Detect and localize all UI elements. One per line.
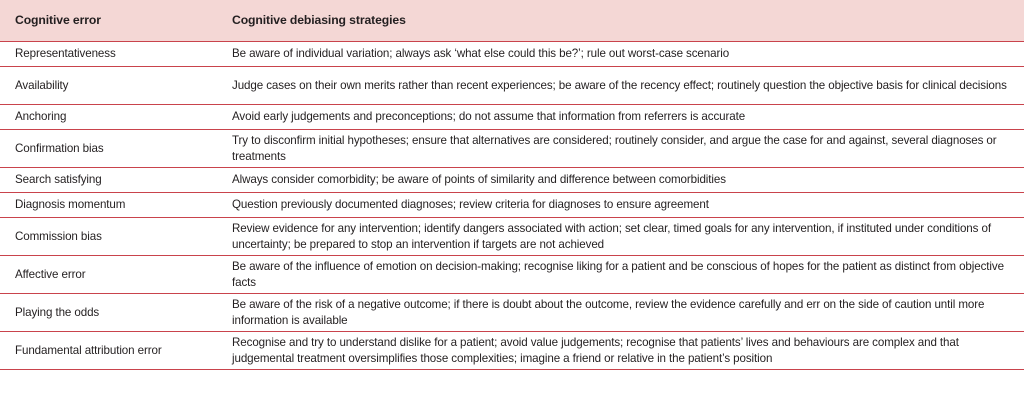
strategy-cell: Try to disconfirm initial hypotheses; ensure that alternatives are considered; routinely consider, and argue the case for and against, several diagnoses or treatments: [226, 130, 1024, 168]
header-cognitive-error: Cognitive error: [0, 0, 226, 42]
strategy-cell: Review evidence for any intervention; identify dangers associated with action; set clear, timed goals for any intervention, if instituted under conditions of uncertainty; be prepared to stop an intervention if targets are not achieved: [226, 218, 1024, 256]
table-row: [0, 256, 1024, 294]
table-row: [0, 193, 1024, 218]
strategy-cell: Be aware of the risk of a negative outcome; if there is doubt about the outcome, review the evidence carefully and err on the side of caution until more information is available: [226, 294, 1024, 332]
strategy-cell: Always consider comorbidity; be aware of points of similarity and difference between comorbidities: [226, 168, 1024, 193]
strategy-cell: Be aware of the influence of emotion on decision-making; recognise liking for a patient and be conscious of hopes for the patient as distinct from objective facts: [226, 256, 1024, 294]
error-cell: Fundamental attribution error: [0, 332, 226, 370]
table-row: [0, 332, 1024, 370]
error-cell: Confirmation bias: [0, 130, 226, 168]
table-row: [0, 67, 1024, 105]
strategy-cell: Be aware of individual variation; always ask ‘what else could this be?’; rule out worst-case scenario: [226, 42, 1024, 67]
error-cell: Playing the odds: [0, 294, 226, 332]
table-row: [0, 105, 1024, 130]
strategy-cell: Question previously documented diagnoses; review criteria for diagnoses to ensure agreement: [226, 193, 1024, 218]
error-cell: Commission bias: [0, 218, 226, 256]
error-cell: Availability: [0, 67, 226, 105]
table-body: [0, 42, 1024, 370]
strategy-cell: Recognise and try to understand dislike for a patient; avoid value judgements; recognise that patients’ lives and behaviours are complex and that judgemental treatment oversimplifies those complexities; imagine a friend or relative in the patient’s position: [226, 332, 1024, 370]
error-cell: Representativeness: [0, 42, 226, 67]
header-debiasing-strategies: Cognitive debiasing strategies: [226, 0, 1024, 42]
table-row: [0, 294, 1024, 332]
table-row: [0, 42, 1024, 67]
table-row: [0, 218, 1024, 256]
error-cell: Search satisfying: [0, 168, 226, 193]
header-row: [0, 0, 1024, 42]
table-row: [0, 168, 1024, 193]
strategy-cell: Avoid early judgements and preconceptions; do not assume that information from referrers is accurate: [226, 105, 1024, 130]
strategy-cell: Judge cases on their own merits rather than recent experiences; be aware of the recency effect; routinely question the objective basis for clinical decisions: [226, 67, 1024, 105]
error-cell: Anchoring: [0, 105, 226, 130]
table-row: [0, 130, 1024, 168]
error-cell: Diagnosis momentum: [0, 193, 226, 218]
error-cell: Affective error: [0, 256, 226, 294]
table-header: [0, 0, 1024, 42]
